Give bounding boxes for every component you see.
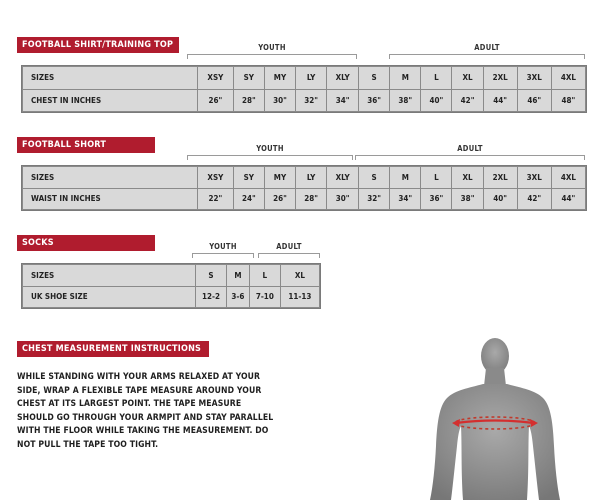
short-waist-cell: 36": [421, 188, 452, 210]
shirt-chest-cell: 44": [483, 89, 517, 112]
short-size-cell: 4XL: [551, 167, 585, 189]
instructions-text: [17, 371, 287, 453]
shirt-chest-cell: 34": [327, 89, 359, 112]
instructions-line: WHILE STANDING WITH YOUR ARMS RELAXED AT YOUR: [17, 372, 261, 382]
shirt-size-cell: M: [390, 67, 421, 90]
socks-size-cell: M: [226, 265, 249, 287]
shirt-chest-cell: 36": [359, 89, 390, 112]
socks-youth-bracket: [192, 253, 254, 258]
socks-sizes-header: SIZES: [23, 265, 196, 287]
short-adult-bracket: [355, 155, 585, 160]
short-size-cell: XLY: [327, 167, 359, 189]
short-waist-cell: 42": [517, 188, 551, 210]
figure-neck: [484, 368, 506, 386]
shirt-chest-cell: 30": [264, 89, 295, 112]
socks-size-table: [21, 263, 321, 309]
shirt-size-cell: L: [421, 67, 452, 90]
shirt-size-cell: 3XL: [517, 67, 551, 90]
short-waist-cell: 30": [327, 188, 359, 210]
shirt-chest-row: [23, 89, 586, 112]
short-size-cell: M: [390, 167, 421, 189]
shirt-youth-label: YOUTH: [258, 43, 286, 52]
short-waist-cell: 22": [198, 188, 234, 210]
short-sizes-row: [23, 167, 586, 189]
instructions-line: NOT PULL THE TAPE TOO TIGHT.: [17, 439, 159, 450]
short-waist-cell: 28": [296, 188, 327, 210]
short-size-cell: 3XL: [517, 167, 551, 189]
short-adult-label: ADULT: [457, 144, 483, 153]
instructions-line: SIDE, WRAP A FLEXIBLE TAPE MEASURE AROUND YOUR: [17, 385, 262, 396]
socks-adult-label: ADULT: [276, 242, 302, 251]
shirt-size-cell: 2XL: [483, 67, 517, 90]
short-waist-cell: 24": [233, 188, 264, 210]
shirt-section-title: FOOTBALL SHIRT/TRAINING TOP: [17, 37, 179, 53]
short-size-cell: SY: [233, 167, 264, 189]
shirt-chest-cell: 32": [296, 89, 327, 112]
short-size-cell: XSY: [198, 167, 234, 189]
socks-size-cell: S: [196, 265, 227, 287]
short-waist-cell: 34": [390, 188, 421, 210]
shirt-size-cell: XSY: [198, 67, 234, 90]
shirt-size-cell: SY: [233, 67, 264, 90]
body-figure-illustration: [425, 336, 565, 500]
shirt-chest-label: CHEST IN INCHES: [23, 89, 198, 112]
socks-section-title: SOCKS: [17, 235, 155, 251]
short-size-table: [21, 165, 587, 211]
instructions-line: SHOULD GO THROUGH YOUR ARMPIT AND STAY PARALLEL: [17, 412, 274, 423]
socks-shoe-cell: 7-10: [249, 286, 280, 308]
short-section-title: FOOTBALL SHORT: [17, 137, 155, 153]
socks-youth-label: YOUTH: [209, 242, 237, 251]
instructions-section-title: CHEST MEASUREMENT INSTRUCTIONS: [17, 341, 209, 357]
shirt-size-cell: XL: [452, 67, 483, 90]
shirt-chest-cell: 28": [233, 89, 264, 112]
shirt-adult-bracket: [389, 54, 585, 59]
shirt-chest-cell: 26": [198, 89, 234, 112]
instructions-line: CHEST AT ITS LARGEST POINT. THE TAPE MEASURE: [17, 399, 242, 410]
short-youth-label: YOUTH: [256, 144, 284, 153]
shirt-chest-cell: 42": [452, 89, 483, 112]
short-size-cell: L: [421, 167, 452, 189]
short-youth-bracket: [187, 155, 353, 160]
short-waist-cell: 40": [483, 188, 517, 210]
socks-size-cell: L: [249, 265, 280, 287]
socks-adult-bracket: [258, 253, 320, 258]
shirt-sizes-row: [23, 67, 586, 90]
shirt-size-cell: 4XL: [551, 67, 585, 90]
shirt-chest-cell: 48": [551, 89, 585, 112]
short-waist-cell: 38": [452, 188, 483, 210]
short-sizes-header: SIZES: [23, 167, 198, 189]
shirt-chest-cell: 46": [517, 89, 551, 112]
shirt-sizes-header: SIZES: [23, 67, 198, 90]
instructions-line: WITH THE FLOOR WHILE TAKING THE MEASUREMENT. DO: [17, 426, 269, 437]
figure-torso: [430, 384, 560, 500]
short-waist-cell: 44": [551, 188, 585, 210]
short-waist-row: [23, 188, 586, 210]
socks-shoe-label: UK SHOE SIZE: [23, 286, 196, 308]
shirt-adult-label: ADULT: [474, 43, 500, 52]
short-size-cell: XL: [452, 167, 483, 189]
socks-shoe-cell: 3-6: [226, 286, 249, 308]
short-waist-label: WAIST IN INCHES: [23, 188, 198, 210]
socks-size-cell: XL: [280, 265, 319, 287]
short-waist-cell: 26": [264, 188, 295, 210]
shirt-chest-cell: 40": [421, 89, 452, 112]
shirt-size-cell: XLY: [327, 67, 359, 90]
socks-shoe-row: [23, 286, 320, 308]
shirt-size-table: [21, 65, 587, 113]
shirt-size-cell: LY: [296, 67, 327, 90]
shirt-chest-cell: 38": [390, 89, 421, 112]
short-size-cell: MY: [264, 167, 295, 189]
shirt-youth-bracket: [187, 54, 357, 59]
short-size-cell: 2XL: [483, 167, 517, 189]
short-waist-cell: 32": [359, 188, 390, 210]
socks-shoe-cell: 12-2: [196, 286, 227, 308]
shirt-size-cell: MY: [264, 67, 295, 90]
socks-shoe-cell: 11-13: [280, 286, 319, 308]
socks-sizes-row: [23, 265, 320, 287]
short-size-cell: LY: [296, 167, 327, 189]
shirt-size-cell: S: [359, 67, 390, 90]
short-size-cell: S: [359, 167, 390, 189]
